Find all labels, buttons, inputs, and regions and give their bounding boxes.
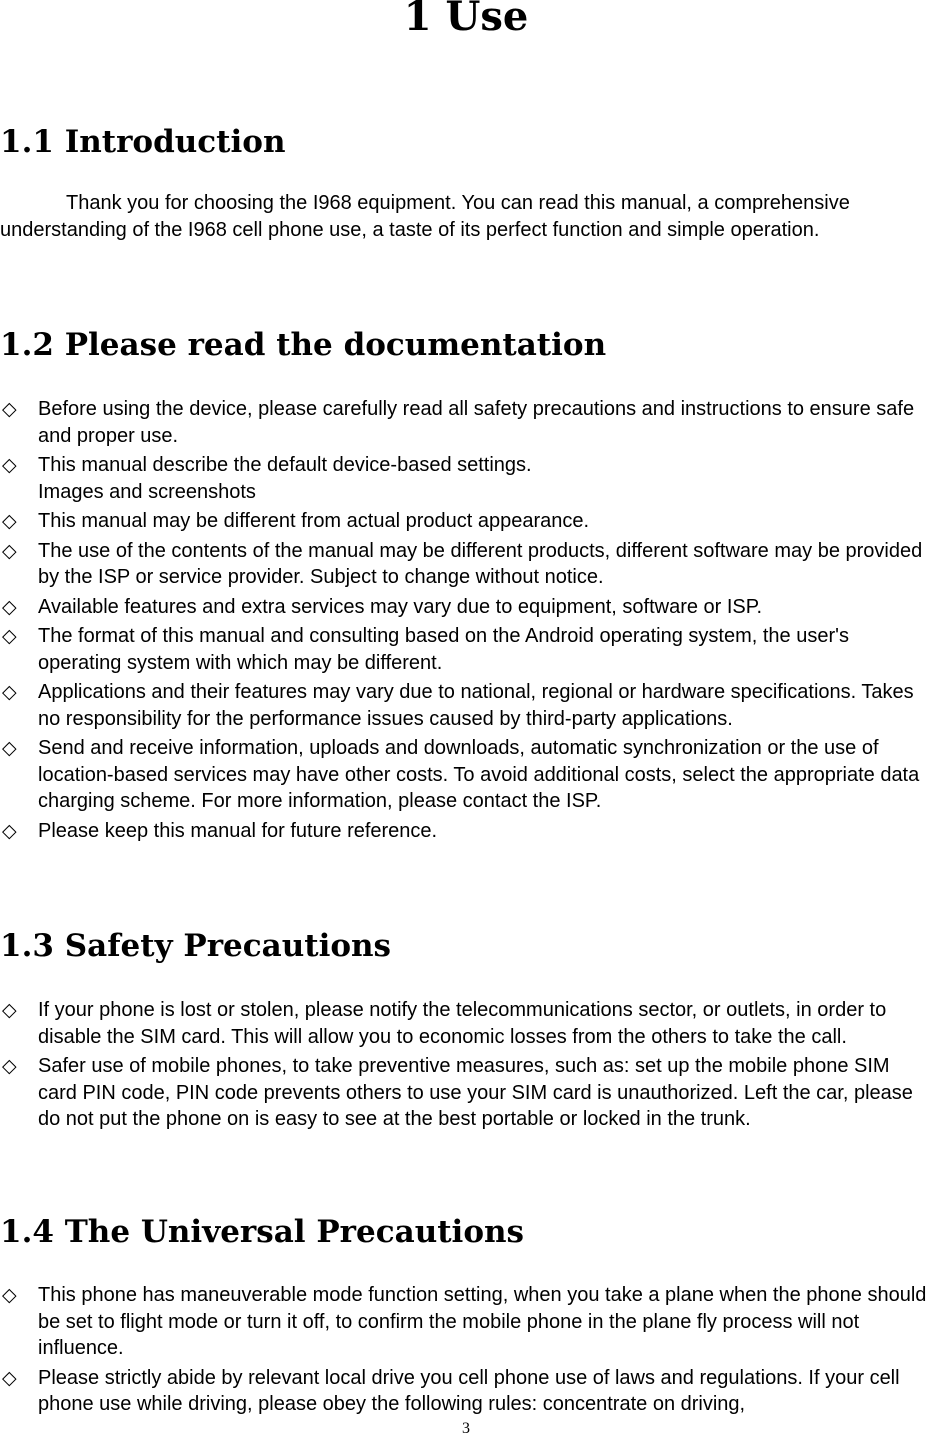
section-heading-safety: 1.3 Safety Precautions	[0, 928, 392, 964]
diamond-bullet-icon: ◇	[2, 398, 17, 420]
section-heading-universal: 1.4 The Universal Precautions	[0, 1214, 525, 1250]
list-item: ◇ If your phone is lost or stolen, please notify the telecommunications sector, or outlets, in order to disable the SIM card. This will allow you to economic losses from the others to take the call.	[2, 999, 887, 1048]
list-item: ◇ Send and receive information, uploads and downloads, automatic synchronization or the use of location-based services may have other costs. To avoid additional costs, select the appropriate data charging scheme. For more information, please contact the ISP.	[2, 737, 920, 812]
section-heading-documentation: 1.2 Please read the documentation	[0, 327, 607, 363]
list-item: ◇ This phone has maneuverable mode function setting, when you take a plane when the phone should be set to flight mode or turn it off, to confirm the mobile phone in the plane fly process will not influence.	[2, 1284, 927, 1359]
introduction-paragraph: Thank you for choosing the I968 equipment. You can read this manual, a comprehensive understanding of the I968 cell phone use, a taste of its perfect function and simple operation.	[0, 192, 850, 241]
section-heading-introduction: 1.1 Introduction	[0, 124, 286, 160]
list-item: ◇ Safer use of mobile phones, to take preventive measures, such as: set up the mobile phone SIM card PIN code, PIN code prevents others to use your SIM card is unauthorized. Left the car, please do not put the phone on is easy to see at the best portable or locked in the trunk.	[2, 1055, 913, 1130]
list-item: ◇ Before using the device, please carefully read all safety precautions and instructions to ensure safe and proper use.	[2, 398, 915, 447]
diamond-bullet-icon: ◇	[2, 625, 17, 647]
safety-list	[0, 997, 932, 1136]
list-item: ◇ The use of the contents of the manual may be different products, different software may be provided by the ISP or service provider. Subject to change without notice.	[2, 539, 923, 588]
diamond-bullet-icon: ◇	[2, 737, 17, 759]
list-item: ◇ This manual describe the default device-based settings. Images and screenshots	[2, 454, 532, 503]
diamond-bullet-icon: ◇	[2, 999, 17, 1021]
diamond-bullet-icon: ◇	[2, 454, 17, 476]
universal-list	[0, 1282, 932, 1421]
diamond-bullet-icon: ◇	[2, 539, 17, 562]
diamond-bullet-icon: ◇	[2, 1366, 17, 1389]
list-item: ◇ Applications and their features may vary due to national, regional or hardware specifications. Takes no responsibility for the performance issues caused by third-party applications.	[2, 681, 914, 730]
documentation-list	[0, 396, 932, 847]
diamond-bullet-icon: ◇	[2, 510, 17, 532]
diamond-bullet-icon: ◇	[2, 595, 17, 618]
list-item: ◇ This manual may be different from actual product appearance.	[0, 508, 932, 535]
diamond-bullet-icon: ◇	[2, 681, 17, 703]
list-item: ◇ Please strictly abide by relevant local drive you cell phone use of laws and regulations. If your cell phone use while driving, please obey the following rules: concentrate on driving,	[2, 1366, 900, 1415]
diamond-bullet-icon: ◇	[2, 819, 17, 842]
page-number: 3	[462, 1420, 470, 1437]
list-item: ◇ The format of this manual and consulting based on the Android operating system, the user's operating system with which may be different.	[2, 625, 849, 674]
diamond-bullet-icon: ◇	[2, 1055, 17, 1077]
diamond-bullet-icon: ◇	[2, 1284, 17, 1306]
list-item: ◇ Please keep this manual for future reference.	[0, 818, 932, 845]
chapter-title: 1 Use	[403, 0, 529, 40]
list-item: ◇ Available features and extra services may vary due to equipment, software or ISP.	[0, 594, 932, 621]
